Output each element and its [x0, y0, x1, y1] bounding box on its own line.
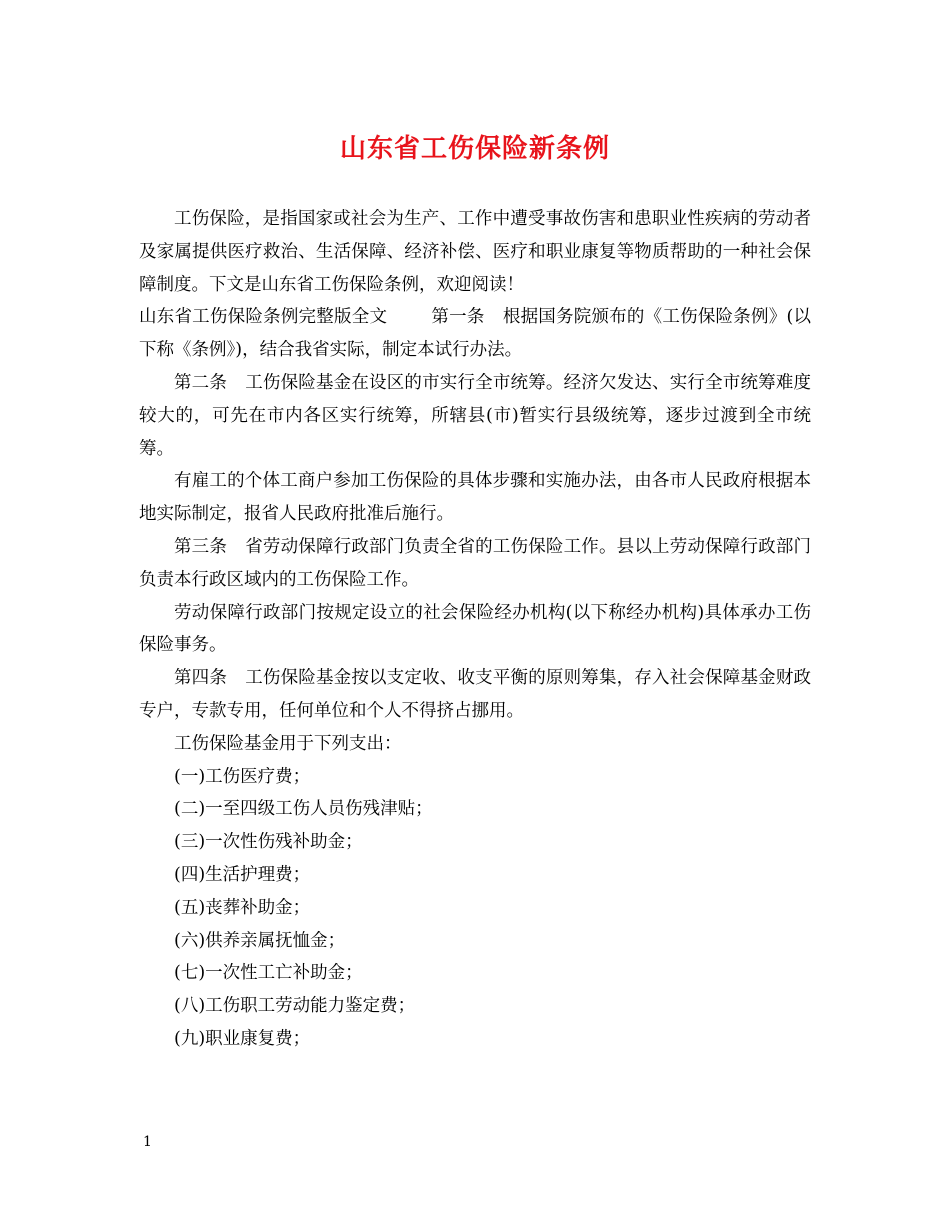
page-number: 1: [143, 1134, 152, 1150]
article-3-paragraph: [139, 531, 811, 597]
expenditure-item: (二)一至四级工伤人员伤残津贴；: [174, 799, 433, 820]
article-2-number: 第二条: [174, 372, 228, 393]
document-body: [139, 203, 811, 1056]
article-3-text: 省劳动保障行政部门负责全省的工伤保险工作。县以上劳动保障行政部门负责本行政区域内的工伤保险工作。: [139, 536, 812, 590]
article-1-text: 根据国务院颁布的《工伤保险条例》(以下称《条例》)，结合我省实际，制定本试行办法。: [139, 307, 812, 361]
document-title: 山东省工伤保险新条例: [339, 134, 610, 164]
expenditure-item: (六)供养亲属抚恤金；: [174, 930, 346, 951]
article-3-paragraph-2: 劳动保障行政部门按规定设立的社会保险经办机构(以下称经办机构)具体承办工伤保险事务。: [139, 602, 811, 656]
expenditure-intro: 工伤保险基金用于下列支出：: [174, 733, 402, 754]
expenditure-item: (一)工伤医疗费；: [174, 766, 311, 787]
article-2-text: 工伤保险基金在设区的市实行全市统筹。经济欠发达、实行全市统筹难度较大的，可先在市内各区实行统筹，所辖县(市)暂实行县级统筹，逐步过渡到全市统筹。: [139, 372, 812, 459]
expenditure-item: (七)一次性工亡补助金；: [174, 963, 363, 984]
expenditure-item: (四)生活护理费；: [174, 864, 311, 885]
article-3-number: 第三条: [174, 536, 228, 557]
article-2-paragraph: [139, 367, 811, 465]
expenditure-item: (八)工伤职工劳动能力鉴定费；: [174, 996, 416, 1017]
intro-paragraph: 工伤保险，是指国家或社会为生产、工作中遭受事故伤害和患职业性疾病的劳动者及家属提供医疗救治、生活保障、经济补偿、医疗和职业康复等物质帮助的一种社会保障制度。下文是山东省工伤保险条例，欢迎阅读！: [139, 209, 811, 295]
expenditure-item: (五)丧葬补助金；: [174, 897, 311, 918]
fulltext-heading: 山东省工伤保险条例完整版全文: [139, 307, 388, 328]
article-4-number: 第四条: [174, 668, 228, 689]
article-2-paragraph-2: 有雇工的个体工商户参加工伤保险的具体步骤和实施办法，由各市人民政府根据本地实际制定，报省人民政府批准后施行。: [139, 471, 811, 525]
expenditure-item: (三)一次性伤残补助金；: [174, 832, 363, 853]
article-4-paragraph: [139, 662, 811, 728]
article-4-text: 工伤保险基金按以支定收、收支平衡的原则筹集，存入社会保障基金财政专户，专款专用，任何单位和个人不得挤占挪用。: [139, 668, 812, 721]
article-1-paragraph: [139, 301, 811, 367]
article-1-number: 第一条: [431, 307, 485, 328]
expenditure-item: (九)职业康复费；: [174, 1028, 311, 1049]
